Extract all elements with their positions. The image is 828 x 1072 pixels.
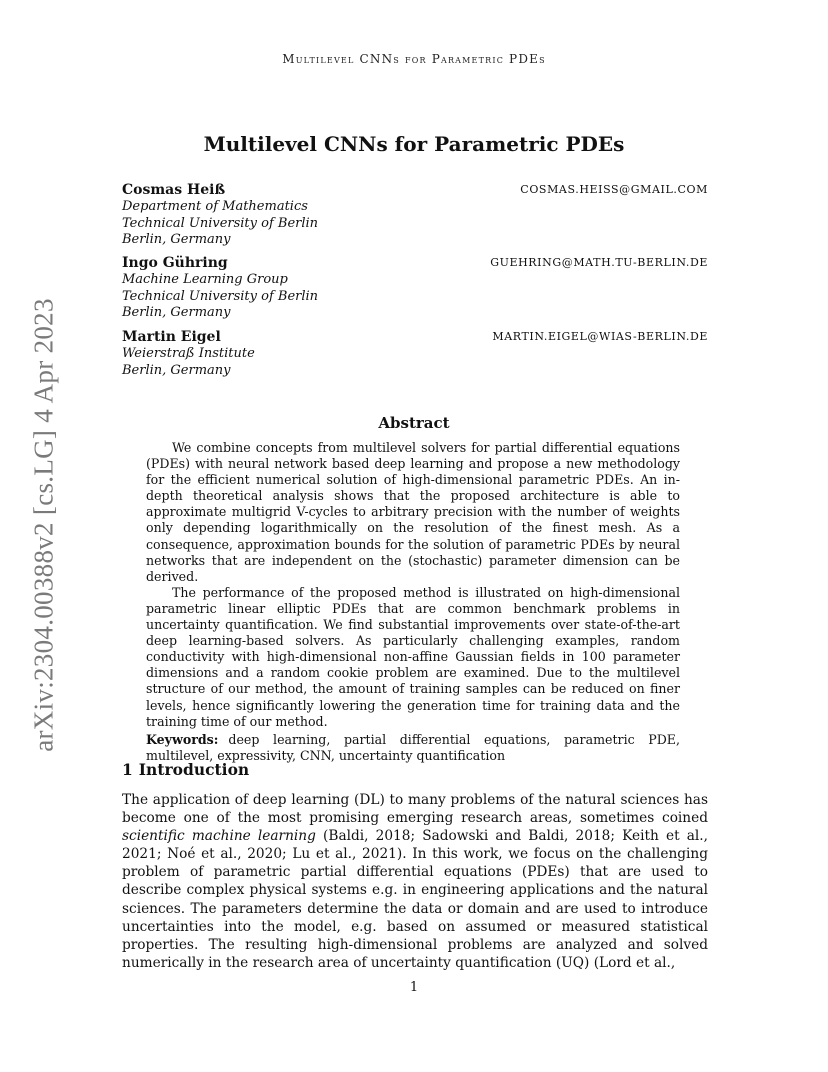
author-block [122, 328, 708, 379]
keywords-list: deep learning, partial differential equations, parametric PDE, multilevel, expressivity, CNN, uncertainty quantification [146, 731, 680, 763]
intro-text: The application of deep learning (DL) to many problems of the natural sciences has become one of the most promising emerging research areas, sometimes coined [122, 792, 708, 827]
abstract-paragraph: We combine concepts from multilevel solvers for partial differential equations (PDEs) with neural network based deep learning and propose a new methodology for the efficient numerical solution of high-dimensional parametric PDEs. An in-depth theoretical analysis shows that the proposed architecture is able to approximate multigrid V-cycles to arbitrary precision with the number of weights only depending logarithmically on the resolution of the finest mesh. As a consequence, approximation bounds for the solution of parametric PDEs by neural networks that are independent on the (stochastic) parameter dimension can be derived. [146, 440, 680, 584]
paper-title: Multilevel CNNs for Parametric PDEs [203, 132, 625, 156]
author-email: MARTIN.EIGEL@WIAS-BERLIN.DE [492, 330, 708, 343]
section-number: 1 [122, 760, 133, 779]
author-email: COSMAS.HEISS@GMAIL.COM [520, 183, 708, 196]
author-name: Ingo Gühring [122, 255, 228, 271]
author-block [122, 254, 708, 322]
author-affiliation-line: Berlin, Germany [122, 362, 231, 378]
author-affiliation-line: Weierstraß Institute [122, 346, 255, 361]
author-name: Cosmas Heiß [122, 182, 226, 198]
running-head: Multilevel CNNs for Parametric PDEs [282, 52, 546, 66]
abstract-body [146, 440, 680, 764]
author-email: GUEHRING@MATH.TU-BERLIN.DE [490, 256, 708, 269]
intro-italic-term: scientific machine learning [122, 828, 316, 845]
author-affiliation-line: Technical University of Berlin [122, 288, 319, 304]
author-affiliation-line: Machine Learning Group [122, 272, 288, 287]
author-affiliation-line: Berlin, Germany [122, 232, 231, 247]
section-heading [122, 760, 249, 779]
keywords-label: Keywords: [146, 731, 219, 747]
intro-text: (Baldi, 2018; Sadowski and Baldi, 2018; Keith et al., 2021; Noé et al., 2020; Lu et al., 2021). In this work, we focus on the challenging problem of parametric partial differential equations (PDEs) that are used to describe complex physical systems e.g. in engineering applications and the natural sciences. The parameters determine the data or domain and are used to introduce uncertainties into the model, e.g. based on assumed or measured statistical properties. The resulting high-dimensional problems are analyzed and solved numerically in the research area of uncertainty quantification (UQ) (Lord et al., [122, 828, 708, 971]
author-affiliation-line: Department of Mathematics [122, 199, 308, 214]
author-name: Martin Eigel [122, 329, 221, 345]
abstract-paragraph: The performance of the proposed method is illustrated on high-dimensional parametric linear elliptic PDEs that are common benchmark problems in uncertainty quantification. We find substantial improvements over state-of-the-art deep learning-based solvers. As particularly challenging examples, random conductivity with high-dimensional non-affine Gaussian fields in 100 parameter dimensions and a random cookie problem are examined. Due to the multilevel structure of our method, the amount of training samples can be reduced on finer levels, hence significantly lowering the generation time for training data and the training time of our method. [146, 584, 680, 729]
page-number: 1 [409, 980, 419, 995]
arxiv-identifier-stamp: arXiv:2304.00388v2 [cs.LG] 4 Apr 2023 [28, 298, 59, 752]
introduction-paragraph [122, 791, 708, 972]
section-title: Introduction [138, 760, 250, 779]
author-affiliation-line: Berlin, Germany [122, 305, 231, 320]
author-affiliation-line: Technical University of Berlin [122, 215, 319, 231]
abstract-heading: Abstract [378, 414, 450, 432]
author-block [122, 181, 708, 249]
